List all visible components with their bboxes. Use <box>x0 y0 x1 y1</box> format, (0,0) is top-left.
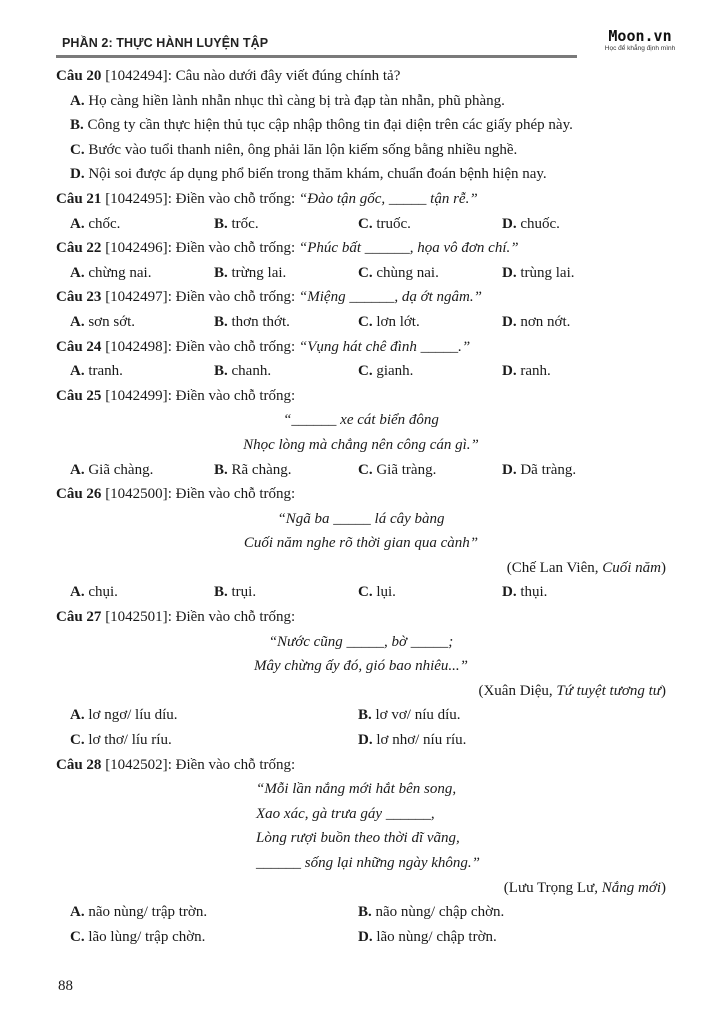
option-letter: A. <box>70 215 85 232</box>
option-c[interactable] <box>56 138 666 163</box>
option-letter: C. <box>358 461 373 478</box>
option-text: chụi. <box>84 584 118 601</box>
option-b[interactable] <box>214 212 259 237</box>
poem-line: “______ xe cát biển đông <box>283 412 439 429</box>
citation-close: ) <box>661 682 666 699</box>
option-d[interactable] <box>502 310 570 335</box>
option-c[interactable] <box>358 261 439 286</box>
question-id: [1042500] <box>105 486 168 503</box>
poem-line: Lòng rượi buồn theo thời dĩ vãng, <box>256 830 460 847</box>
option-d[interactable] <box>56 162 666 187</box>
option-letter: D. <box>502 313 517 330</box>
option-text: não nùng/ chập chờn. <box>371 904 505 921</box>
option-text: lụi. <box>372 584 396 601</box>
question-20 <box>56 64 666 89</box>
citation-author: (Lưu Trọng Lư, <box>503 879 602 896</box>
question-prompt: : Điền vào chỗ trống: <box>167 609 296 626</box>
question-id: [1042494] <box>105 68 168 84</box>
options-row <box>56 703 666 728</box>
option-letter: B. <box>214 584 228 601</box>
option-letter: C. <box>358 215 373 232</box>
question-label: Câu 23 <box>56 289 102 306</box>
option-b[interactable] <box>358 703 461 728</box>
option-a[interactable] <box>70 359 123 384</box>
question-label: Câu 21 <box>56 190 102 207</box>
question-id: [1042499] <box>105 387 168 404</box>
question-id: [1042498] <box>105 338 168 355</box>
citation <box>56 556 666 581</box>
question-label: Câu 28 <box>56 756 102 773</box>
option-text: trùng lai. <box>516 264 575 281</box>
option-text: truốc. <box>372 215 411 232</box>
logo-name: Moon.vn <box>608 27 672 45</box>
option-a[interactable] <box>70 458 153 483</box>
citation-work: Cuối năm <box>602 559 661 576</box>
question-id: [1042495] <box>105 190 168 207</box>
option-letter: A. <box>70 584 85 601</box>
option-text: chốc. <box>84 215 121 232</box>
question-25 <box>56 384 666 409</box>
option-text: trừng lai. <box>227 264 287 281</box>
option-letter: B. <box>358 707 372 724</box>
option-c[interactable] <box>358 310 420 335</box>
option-text: chanh. <box>227 363 272 380</box>
option-letter: D. <box>502 461 517 478</box>
question-21 <box>56 187 666 212</box>
option-letter: D. <box>502 215 517 232</box>
options-row <box>56 580 666 605</box>
question-26 <box>56 482 666 507</box>
option-d[interactable] <box>502 261 575 286</box>
header-divider <box>56 55 577 58</box>
question-label: Câu 27 <box>56 609 102 626</box>
option-text: nơn nớt. <box>516 313 571 330</box>
poem-line: Nhọc lòng mà chẳng nên công cán gì.” <box>243 436 479 453</box>
option-text: Nội soi được áp dụng phổ biến trong thăm khám, chuẩn đoán bệnh hiện nay. <box>84 166 547 183</box>
option-text: tranh. <box>84 363 123 380</box>
option-text: ranh. <box>516 363 551 380</box>
options-row <box>56 310 666 335</box>
options-row <box>56 900 666 925</box>
option-text: Dã tràng. <box>516 461 577 478</box>
question-prompt: : Điền vào chỗ trống: <box>167 756 296 773</box>
poem-line: ______ sống lại những ngày không.” <box>256 855 481 871</box>
question-label: Câu 26 <box>56 486 102 503</box>
option-b[interactable] <box>214 359 271 384</box>
citation <box>56 876 666 901</box>
option-letter: B. <box>214 461 228 478</box>
section-title: PHẦN 2: THỰC HÀNH LUYỆN TẬP <box>62 36 269 50</box>
option-a[interactable] <box>70 261 151 286</box>
option-text: Bước vào tuổi thanh niên, ông phải lăn lộn kiếm sống bằng nhiều nghề. <box>84 141 518 158</box>
option-text: Họ càng hiền lành nhẫn nhục thì càng bị trà đạp tàn nhẫn, phũ phàng. <box>84 92 505 109</box>
page-header <box>0 0 721 62</box>
option-letter: A. <box>70 707 85 724</box>
option-text: trốc. <box>227 215 259 232</box>
option-letter: D. <box>358 732 373 749</box>
citation-close: ) <box>661 879 666 896</box>
option-letter: A. <box>70 313 85 330</box>
option-a[interactable] <box>70 900 207 925</box>
option-c[interactable] <box>358 359 413 384</box>
option-d[interactable] <box>358 728 466 753</box>
option-text: lơ nhơ/ níu ríu. <box>372 732 467 749</box>
options-row <box>56 728 666 753</box>
option-text: Giã chàng. <box>84 461 154 478</box>
question-id: [1042497] <box>105 289 168 306</box>
options-row <box>56 261 666 286</box>
option-text: thụi. <box>516 584 548 601</box>
option-text: chùng nai. <box>372 264 439 281</box>
question-quote: “Đào tận gốc, _____ tận rễ.” <box>298 190 478 207</box>
option-letter: D. <box>502 264 517 281</box>
question-list <box>56 64 666 949</box>
option-a[interactable] <box>70 580 118 605</box>
option-letter: C. <box>70 141 85 158</box>
question-23 <box>56 285 666 310</box>
option-text: lơ ngơ/ líu díu. <box>84 707 178 724</box>
option-d[interactable] <box>502 580 547 605</box>
option-letter: C. <box>358 584 373 601</box>
question-prompt: : Điền vào chỗ trống: <box>167 289 299 306</box>
option-d[interactable] <box>502 458 576 483</box>
poem-line: Mây chừng ấy đó, gió bao nhiêu...” <box>254 658 468 675</box>
option-text: Giã tràng. <box>372 461 437 478</box>
question-prompt: : Điền vào chỗ trống: <box>167 387 296 404</box>
option-letter: A. <box>70 92 85 109</box>
option-letter: D. <box>502 584 517 601</box>
option-letter: D. <box>70 166 85 183</box>
question-quote: “Phúc bất ______, họa vô đơn chí.” <box>298 240 519 257</box>
option-text: não nùng/ trập trờn. <box>84 904 208 921</box>
question-22 <box>56 236 666 261</box>
question-27 <box>56 605 666 630</box>
question-id: [1042502] <box>105 756 168 773</box>
option-letter: D. <box>358 928 373 945</box>
option-text: gianh. <box>372 363 414 380</box>
option-b[interactable] <box>214 310 290 335</box>
option-b[interactable] <box>214 580 256 605</box>
citation-author: (Chế Lan Viên, <box>506 559 603 576</box>
option-text: Rã chàng. <box>227 461 292 478</box>
option-b[interactable] <box>214 458 292 483</box>
option-a[interactable] <box>56 89 666 114</box>
option-b[interactable] <box>358 900 504 925</box>
option-text: sơn sớt. <box>84 313 136 330</box>
question-24 <box>56 335 666 360</box>
poem-line: “Ngã ba _____ lá cây bàng <box>277 510 445 527</box>
citation-work: Nắng mới <box>601 879 661 896</box>
question-label: Câu 24 <box>56 338 102 355</box>
option-text: chuốc. <box>516 215 560 232</box>
option-a[interactable] <box>70 310 135 335</box>
options-row <box>56 925 666 950</box>
options-row <box>56 458 666 483</box>
option-letter: B. <box>214 313 228 330</box>
question-id: [1042496] <box>105 240 168 257</box>
option-d[interactable] <box>502 212 560 237</box>
poem-line: Cuối năm nghe rõ thời gian qua cành” <box>243 535 479 552</box>
option-text: lơn lớt. <box>372 313 420 330</box>
question-label: Câu 25 <box>56 387 102 404</box>
poem-line: “Nước cũng _____, bờ _____; <box>268 633 454 650</box>
option-text: lão lùng/ trập chờn. <box>84 928 206 945</box>
question-prompt: : Điền vào chỗ trống: <box>167 190 299 207</box>
question-id: [1042501] <box>105 609 168 626</box>
option-letter: C. <box>70 928 85 945</box>
options-row <box>56 212 666 237</box>
option-c[interactable] <box>70 728 172 753</box>
question-prompt: : Điền vào chỗ trống: <box>167 486 296 503</box>
option-text: lão nùng/ chập trờn. <box>372 928 497 945</box>
option-d[interactable] <box>502 359 551 384</box>
option-text: Công ty cần thực hiện thủ tục cập nhập thông tin đại diện trên các giấy phép này. <box>83 117 573 134</box>
question-quote: “Vụng hát chê đình _____.” <box>298 338 471 355</box>
citation <box>56 679 666 704</box>
poem-line: Xao xác, gà trưa gáy ______, <box>256 805 435 822</box>
option-letter: D. <box>502 363 517 380</box>
option-text: lơ vơ/ níu díu. <box>371 707 461 724</box>
option-letter: C. <box>70 732 85 749</box>
option-text: thơn thớt. <box>227 313 290 330</box>
option-letter: B. <box>214 264 228 281</box>
page-number: 88 <box>58 978 73 994</box>
question-label: Câu 20 <box>56 68 102 84</box>
option-text: chừng nai. <box>84 264 152 281</box>
option-c[interactable] <box>358 580 396 605</box>
citation-close: ) <box>661 559 666 576</box>
option-letter: C. <box>358 264 373 281</box>
option-a[interactable] <box>70 703 178 728</box>
option-letter: A. <box>70 904 85 921</box>
citation-work: Tứ tuyệt tương tư <box>556 682 661 699</box>
option-b[interactable] <box>56 113 666 138</box>
option-letter: A. <box>70 363 85 380</box>
option-text: trụi. <box>227 584 257 601</box>
option-letter: B. <box>70 117 84 134</box>
option-letter: A. <box>70 264 85 281</box>
option-b[interactable] <box>214 261 286 286</box>
option-c[interactable] <box>358 212 411 237</box>
option-d[interactable] <box>358 925 497 950</box>
question-28 <box>56 753 666 778</box>
option-text: lơ thơ/ líu ríu. <box>84 732 172 749</box>
option-letter: B. <box>214 215 228 232</box>
question-prompt: : Điền vào chỗ trống: <box>167 240 299 257</box>
question-prompt: : Điền vào chỗ trống: <box>167 338 299 355</box>
option-letter: B. <box>214 363 228 380</box>
citation-author: (Xuân Diệu, <box>478 682 557 699</box>
option-c[interactable] <box>358 458 436 483</box>
options-row <box>56 359 666 384</box>
option-letter: B. <box>358 904 372 921</box>
option-letter: C. <box>358 313 373 330</box>
question-label: Câu 22 <box>56 240 102 257</box>
moon-logo <box>590 28 690 54</box>
option-letter: A. <box>70 461 85 478</box>
poem-line: “Mỗi lần nắng mới hắt bên song, <box>256 781 457 798</box>
question-quote: “Miệng ______, dạ ớt ngâm.” <box>298 289 482 306</box>
option-c[interactable] <box>70 925 205 950</box>
question-prompt: : Câu nào dưới đây viết đúng chính tả? <box>167 68 401 84</box>
logo-tagline: Học để khẳng định mình <box>604 45 676 52</box>
option-letter: C. <box>358 363 373 380</box>
option-a[interactable] <box>70 212 120 237</box>
